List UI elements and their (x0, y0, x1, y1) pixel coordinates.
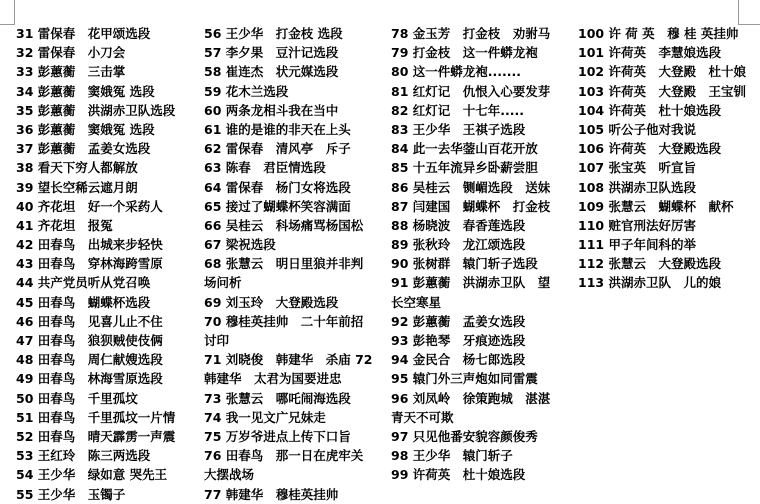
track-line: 50 田春鸟 千里孤坟 (16, 390, 138, 406)
track-line: 100 许 荷 英 穆 桂 英挂帅 (578, 26, 739, 41)
track-line: 39 望长空稀云遮月朗 (16, 179, 138, 195)
track-line: 91 彭蕙蘅 洪湖赤卫队 望 (391, 275, 551, 291)
track-line: 35 彭蕙蘅 洪湖赤卫队选段 (16, 102, 176, 118)
track-line: 37 彭蕙蘅 孟姜女选段 (16, 141, 151, 157)
track-line: 43 田春鸟 穿林海跨雪原 (16, 256, 163, 272)
track-line: 67 梁祝选段 (204, 237, 276, 253)
track-line: 87 闫建国 蝴蝶杯 打金枝 (391, 198, 551, 214)
track-line: 52 田春鸟 晴天霹雳一声震 (16, 428, 176, 444)
track-line: 73 张慧云 哪吒闹海选段 (204, 390, 351, 406)
track-line: 56 王少华 打金枝 选段 (204, 26, 343, 41)
track-line: 青天不可欺 (391, 409, 454, 425)
track-line: 71 刘晓俊 韩建华 杀庙 72 (204, 352, 373, 368)
track-line: 78 金玉芳 打金枝 劝驸马 (391, 26, 551, 41)
track-list-column-3 (391, 24, 571, 485)
track-line: 79 打金枝 这一件蟒龙袍 (391, 45, 538, 61)
track-line: 58 崔连杰 状元媒选段 (204, 64, 339, 80)
track-line: 49 田春鸟 林海雪原选段 (16, 371, 163, 387)
track-line: 94 金民合 杨七郎选段 (391, 352, 526, 368)
track-line: 110 赃官刑法好厉害 (578, 217, 696, 233)
track-line: 102 许荷英 大登殿 杜十娘 (578, 64, 746, 80)
track-list-column-1 (16, 24, 196, 504)
track-line: 大摆战场 (204, 467, 255, 483)
track-line: 74 我一见文广兄妹走 (204, 409, 326, 425)
track-line: 45 田春鸟 蝴蝶杯选段 (16, 294, 151, 310)
track-line: 98 王少华 辕门斩子 (391, 448, 513, 464)
track-line: 108 洪湖赤卫队选段 (578, 179, 696, 195)
track-line: 64 雷保春 杨门女将选段 (204, 179, 351, 195)
track-line: 89 张秋玲 龙江颂选段 (391, 237, 526, 253)
track-line: 长空寒星 (391, 294, 442, 310)
track-line: 51 田春鸟 千里孤坟一片情 (16, 409, 176, 425)
track-line: 44 共产党员听从党召唤 (16, 275, 151, 291)
track-line: 48 田春鸟 周仁献嫂选段 (16, 352, 163, 368)
track-line: 80 这一件蟒龙袍....... (391, 64, 521, 80)
track-line: 83 王少华 王祺子选段 (391, 121, 526, 137)
track-line: 93 彭艳琴 牙痕迹选段 (391, 333, 526, 348)
track-line: 85 十五年流异乡卧薪尝胆 (391, 160, 538, 176)
track-line: 86 吴桂云 铡嵋选段 送妹 (391, 179, 551, 195)
track-line: 103 许荷英 大登殿 王宝钏 (578, 83, 746, 99)
track-line: 场问析 (204, 275, 242, 291)
track-line: 31 雷保春 花甲颂选段 (16, 26, 151, 41)
track-line: 61 谁的是谁的非天在上头 (204, 121, 351, 137)
track-line: 113 洪湖赤卫队 儿的娘 (578, 275, 721, 291)
track-line: 63 陈春 君臣情选段 (204, 160, 326, 176)
track-line: 40 齐花坦 好一个采药人 (16, 198, 163, 214)
track-line: 33 彭蕙蘅 三击掌 (16, 64, 126, 80)
track-line: 62 雷保春 清风亭 斥子 (204, 141, 351, 157)
track-line: 97 只见他番安貌容颜俊秀 (391, 428, 538, 444)
track-line: 99 许荷英 杜十娘选段 (391, 467, 526, 483)
track-line: 韩建华 太君为国要进忠 (204, 371, 342, 387)
track-line: 70 穆桂英挂帅 二十年前招 (204, 313, 364, 329)
track-line: 82 红灯记 十七年..... (391, 102, 524, 118)
track-line: 41 齐花坦 报冤 (16, 217, 113, 233)
track-line: 32 雷保春 小刀会 (16, 45, 126, 61)
track-line: 105 听公子他对我说 (578, 121, 696, 137)
track-list-column-2 (204, 24, 384, 504)
track-line: 107 张宝英 听宣旨 (578, 160, 696, 176)
track-line: 90 张树群 辕门斩子选段 (391, 256, 538, 272)
track-line: 111 甲子年间科的举 (578, 237, 696, 253)
track-line: 69 刘玉玲 大登殿选段 (204, 294, 339, 310)
track-line: 55 王少华 玉镯子 (16, 486, 126, 502)
track-line: 47 田春鸟 狼狈贼使伎俩 (16, 333, 163, 348)
track-line: 76 田春鸟 那一日在虎牢关 (204, 448, 364, 464)
track-line: 54 王少华 绿如意 哭先王 (16, 467, 168, 483)
track-line: 34 彭蕙蘅 窦娥冤 选段 (16, 83, 155, 99)
track-line: 81 红灯记 仇恨入心要发芽 (391, 83, 551, 99)
track-line: 42 田春鸟 出城来步轻快 (16, 237, 163, 253)
track-line: 95 辕门外三声炮如同雷震 (391, 371, 538, 387)
page-corner-mark-top-left (0, 0, 15, 25)
track-line: 65 接过了蝴蝶杯笑容满面 (204, 198, 351, 214)
track-line: 66 吴桂云 科场痛骂杨国松 (204, 217, 364, 233)
track-line: 112 张慧云 大登殿选段 (578, 256, 721, 272)
track-line: 104 许荷英 杜十娘选段 (578, 102, 721, 118)
track-line: 92 彭蕙蘅 孟姜女选段 (391, 313, 526, 329)
track-line: 88 杨晓波 春香莲选段 (391, 217, 526, 233)
track-line: 77 韩建华 穆桂英挂帅 (204, 486, 339, 502)
track-line: 57 李夕果 豆汁记选段 (204, 45, 339, 61)
track-line: 75 万岁爷进点上传下口旨 (204, 428, 351, 444)
track-line: 84 此一去华蓥山百花开放 (391, 141, 538, 157)
track-line: 60 两条龙相斗我在当中 (204, 102, 339, 118)
track-list-column-4 (578, 24, 758, 293)
page-corner-mark-top-right (738, 0, 760, 25)
track-line: 68 张慧云 明日里狼并非判 (204, 256, 364, 272)
track-line: 109 张慧云 蝴蝶杯 献杯 (578, 198, 734, 214)
track-line: 36 彭蕙蘅 窦娥冤 选段 (16, 121, 155, 137)
track-line: 96 刘凤岭 徐策跑城 湛湛 (391, 390, 551, 406)
track-line: 46 田春鸟 见喜儿止不住 (16, 313, 163, 329)
track-line: 59 花木兰选段 (204, 83, 289, 99)
track-line: 53 王红玲 陈三两选段 (16, 448, 151, 464)
track-line: 106 许荷英 大登殿选段 (578, 141, 721, 157)
track-line: 讨印 (204, 333, 230, 348)
track-line: 38 看天下穷人都解放 (16, 160, 138, 176)
track-line: 101 许荷英 李慧娘选段 (578, 45, 721, 61)
